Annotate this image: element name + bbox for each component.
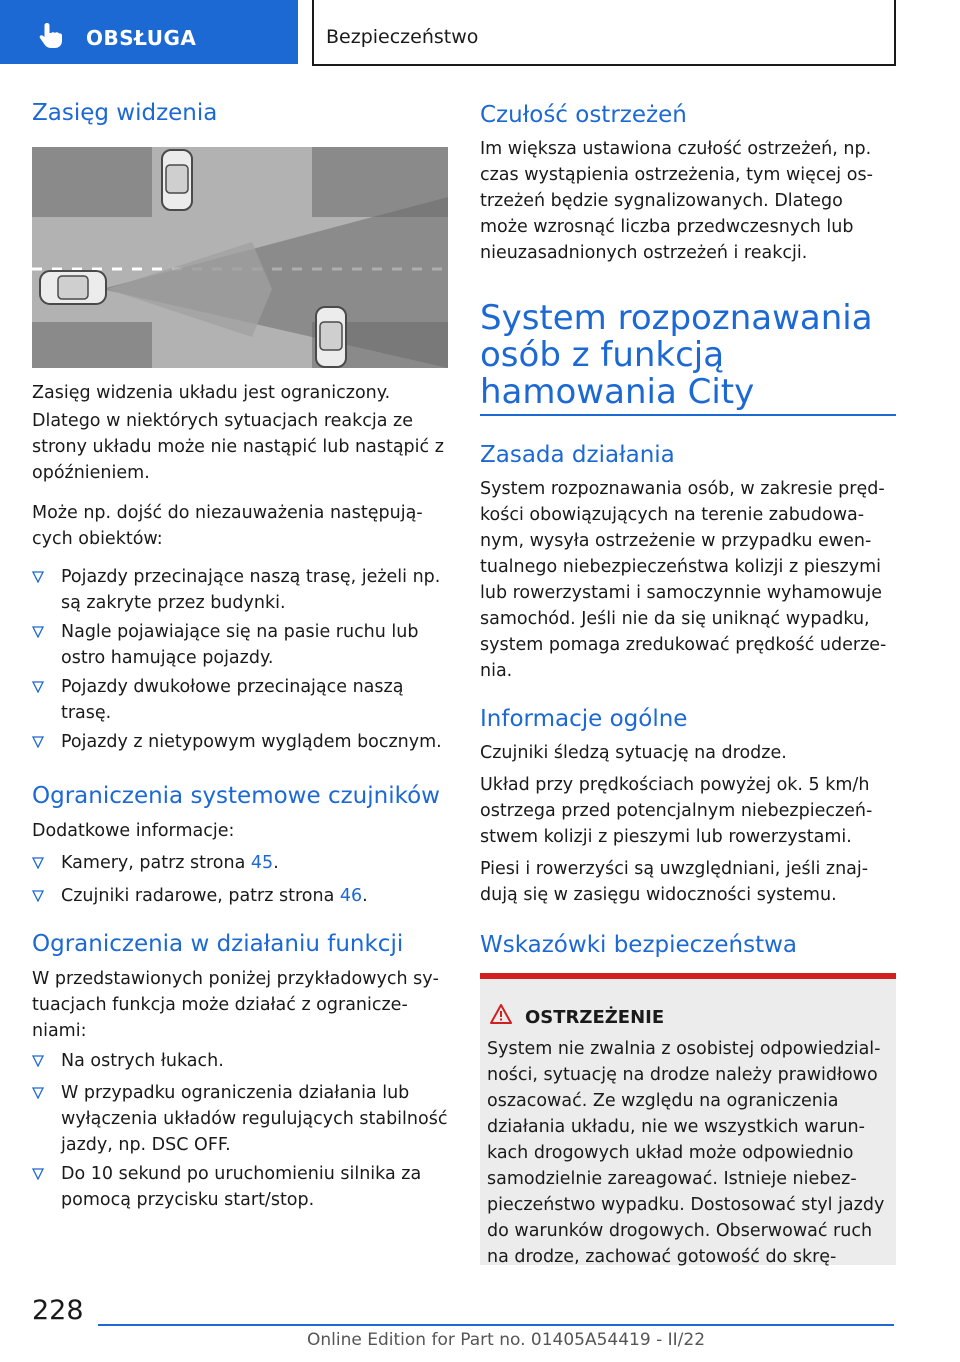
edition-note: Online Edition for Part no. 01405A54419 - II/22 xyxy=(307,1330,706,1350)
list-item: W przypadku ograniczenia działania lub wyłączenia układów regulujących stabilność jazdy, np. DSC OFF. xyxy=(32,1080,450,1158)
hand-pointer-icon xyxy=(36,20,66,50)
list-item: Pojazdy z nietypowym wyglądem bocznym. xyxy=(32,729,450,755)
heading-czulosc-ostrzezen: Czułość ostrzeżeń xyxy=(480,102,687,128)
heading-ograniczenia-systemowe: Ograniczenia systemowe czujników xyxy=(32,783,440,809)
section-divider xyxy=(480,414,896,416)
bullet-triangle-icon xyxy=(32,857,44,869)
list-item: Nagle pojawiające się na pasie ruchu lub ostro hamujące pojazdy. xyxy=(32,619,450,671)
warning-text: System nie zwalnia z osobistej odpowiedzialności, sytuację na drodze należy prawidłowo oszacować. Ze względu na ograniczenia działania układu, nie we wszystkich warunkach drogowych układ może odpowiednio samodzielnie zareagować. Istnieje niebezpieczeństwo wypadku. Dostosować styl jazdy do warunków drogowych. Obserwować ruch na drodze, zachować gotowość do skrę- xyxy=(487,1039,885,1267)
car-own xyxy=(40,271,106,304)
car-crossing xyxy=(162,150,192,210)
bullet-triangle-icon xyxy=(32,1087,44,1099)
warning-title: OSTRZEŻENIE xyxy=(525,1007,665,1028)
bullet-triangle-icon xyxy=(32,890,44,902)
bullet-triangle-icon xyxy=(32,681,44,693)
heading-zasieg-widzenia: Zasięg widzenia xyxy=(32,100,218,126)
heading-informacje-ogolne: Informacje ogólne xyxy=(480,706,688,732)
list-item: Pojazdy dwukołowe przecinające naszą trasę. xyxy=(32,674,450,726)
bullet-triangle-icon xyxy=(32,736,44,748)
paragraph: Dodatkowe informacje: xyxy=(32,821,235,841)
paragraph: Zasięg widzenia układu jest ograniczony. xyxy=(32,383,391,403)
heading-wskazowki-bezpieczenstwa: Wskazówki bezpieczeństwa xyxy=(480,932,798,958)
chapter-tab[interactable] xyxy=(0,0,298,64)
list-item: Na ostrych łukach. xyxy=(32,1048,450,1074)
bullet-triangle-icon xyxy=(32,1055,44,1067)
page-link-46[interactable]: 46 xyxy=(339,886,363,906)
paragraph: Dlatego w niektórych sytuacjach reakcja ze strony układu może nie nastąpić lub nastąpić z opóźnieniem. xyxy=(32,411,444,483)
bullet-triangle-icon xyxy=(32,626,44,638)
bullet-triangle-icon xyxy=(32,571,44,583)
footer-divider xyxy=(98,1324,894,1326)
heading-system-rozpoznawania: System rozpoznawania osób z funkcją hamowania City xyxy=(480,298,873,412)
list-item: Kamery, patrz strona 45. xyxy=(32,850,450,876)
sensor-range-illustration xyxy=(32,147,448,368)
paragraph: Może np. dojść do niezauważenia następujących obiektów: xyxy=(32,503,423,549)
paragraph: Piesi i rowerzyści są uwzględniani, jeśli znajdują się w zasięgu widoczności systemu. xyxy=(480,859,869,905)
chapter-label: OBSŁUGA xyxy=(86,26,197,50)
page-number: 228 xyxy=(32,1295,84,1326)
page-link-45[interactable]: 45 xyxy=(250,853,274,873)
list-item: Czujniki radarowe, patrz strona 46. xyxy=(32,883,450,909)
paragraph: Czujniki śledzą sytuację na drodze. xyxy=(480,743,787,763)
section-label: Bezpieczeństwo xyxy=(326,26,479,48)
paragraph: System rozpoznawania osób, w zakresie prędkości obowiązujących na terenie zabudowanym, wysyła ostrzeżenie w przypadku ewentualnego niebezpieczeństwa kolizji z pieszymi lub rowerzystami i samoczynnie wyhamowuje samochód. Jeśli nie da się uniknąć wypadku, system pomaga zredukować prędkość uderzenia. xyxy=(480,479,887,681)
paragraph: Im większa ustawiona czułość ostrzeżeń, np. czas wystąpienia ostrzeżenia, tym więcej ostrzeżeń będzie sygnalizowanych. Dlatego może wzrosnąć liczba przedwczesnych lub nieuzasadnionych ostrzeżeń i reakcji. xyxy=(480,139,873,263)
paragraph: Układ przy prędkościach powyżej ok. 5 km/h ostrzega przed potencjalnym niebezpieczeństwem kolizji z pieszymi lub rowerzystami. xyxy=(480,775,873,847)
list-item: Do 10 sekund po uruchomieniu silnika za pomocą przycisku start/stop. xyxy=(32,1161,450,1213)
heading-zasada-dzialania: Zasada działania xyxy=(480,442,675,468)
warning-box xyxy=(480,973,896,1265)
heading-ograniczenia-w-dzialaniu: Ograniczenia w działaniu funkcji xyxy=(32,931,404,957)
paragraph: W przedstawionych poniżej przykładowych sytuacjach funkcja może działać z ograniczeniami: xyxy=(32,969,439,1041)
section-header xyxy=(312,0,896,66)
bullet-triangle-icon xyxy=(32,1168,44,1180)
car-oncoming xyxy=(316,307,346,367)
warning-triangle-icon xyxy=(490,1004,512,1024)
list-item: Pojazdy przecinające naszą trasę, jeżeli np. są zakryte przez budynki. xyxy=(32,564,450,616)
